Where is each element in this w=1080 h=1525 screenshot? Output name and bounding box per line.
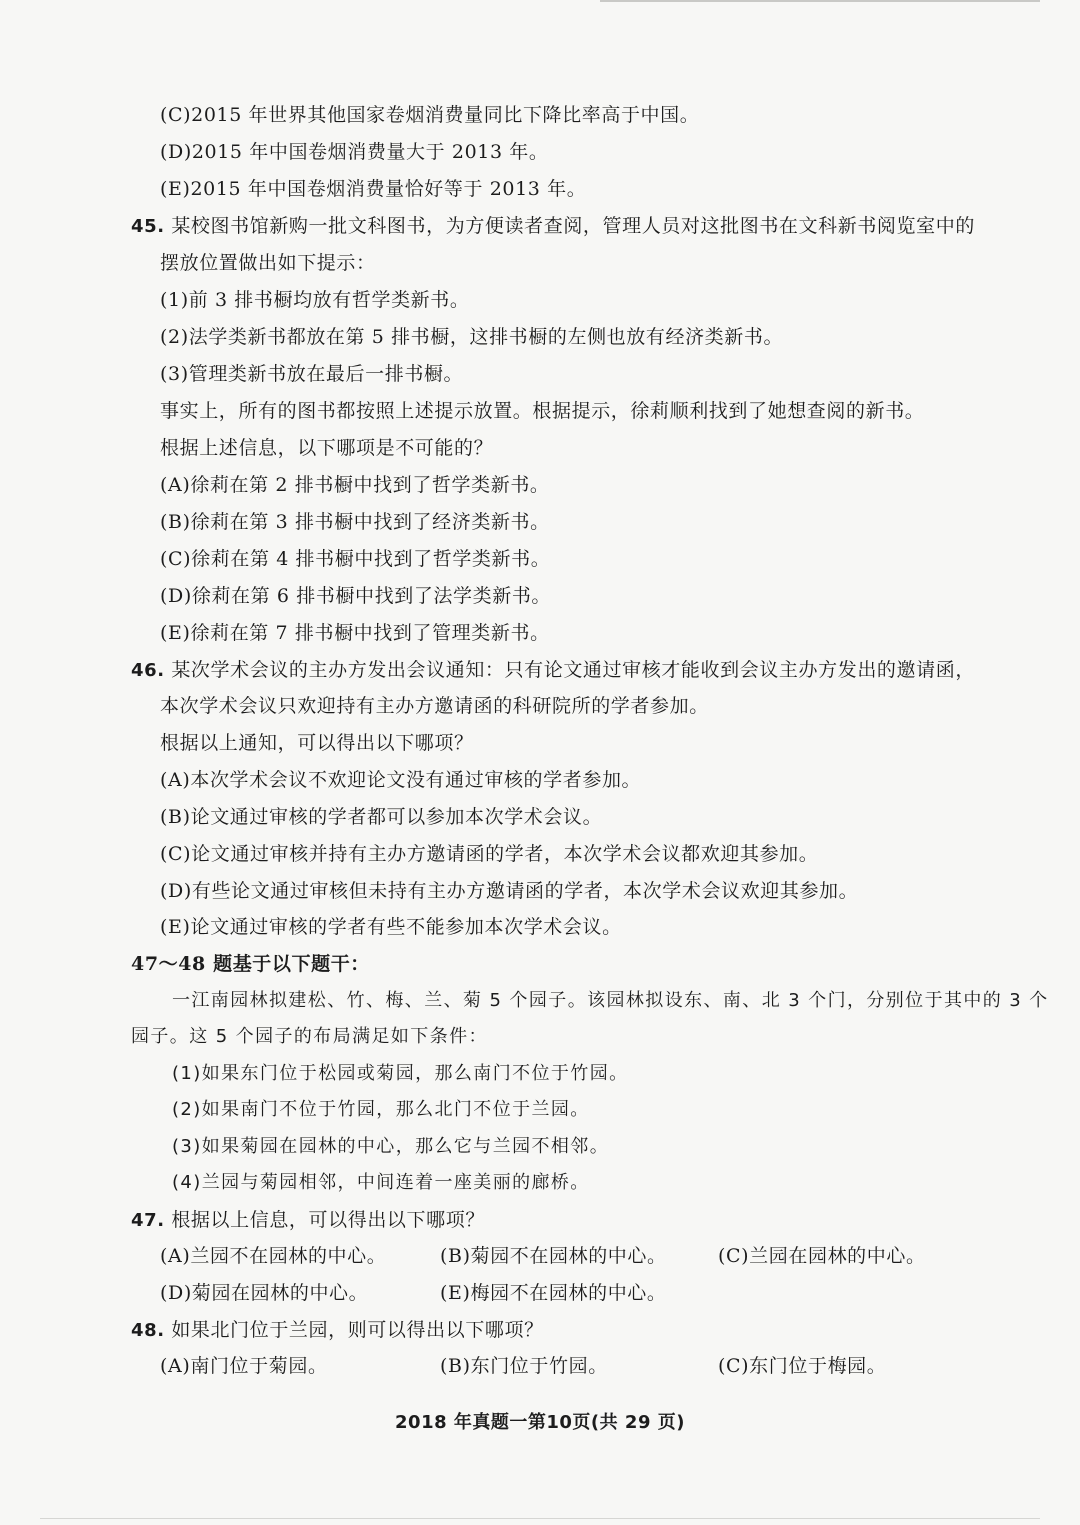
q46-option-a: (A)本次学术会议不欢迎论文没有通过审核的学者参加。 — [160, 769, 642, 791]
q44-option-c: (C)2015 年世界其他国家卷烟消费量同比下降比率高于中国。 — [160, 104, 700, 126]
q45-fact: 事实上，所有的图书都按照上述提示放置。根据提示，徐莉顺利找到了她想查阅的新书。 — [160, 400, 925, 422]
q46-stem-text: 某次学术会议的主办方发出会议通知：只有论文通过审核才能收到会议主办方发出的邀请函， — [171, 659, 975, 681]
page-footer: 2018 年真题一第10页(共 29 页) — [395, 1412, 685, 1433]
q47-48-condition-3: (3)如果菊园在园林的中心，那么它与兰园不相邻。 — [172, 1136, 610, 1157]
q47-option-b: (B)菊园不在园林的中心。 — [440, 1245, 667, 1267]
q46-stem-line2: 本次学术会议只欢迎持有主办方邀请函的科研院所的学者参加。 — [160, 695, 709, 717]
q48-number: 48. — [131, 1320, 165, 1341]
scan-top-edge — [600, 0, 1040, 2]
q46-option-d: (D)有些论文通过审核但未持有主办方邀请函的学者，本次学术会议欢迎其参加。 — [160, 880, 859, 902]
scan-bottom-edge — [40, 1518, 1040, 1519]
q47-48-passage-line2: 园子。这 5 个园子的布局满足如下条件： — [131, 1026, 488, 1047]
q48-question-line — [131, 1316, 544, 1345]
q45-stem-line1 — [131, 212, 975, 241]
q45-question: 根据上述信息，以下哪项是不可能的？ — [160, 437, 494, 459]
q46-stem-line1 — [131, 656, 975, 685]
q48-option-a: (A)南门位于菊园。 — [160, 1355, 328, 1377]
q47-48-condition-1: (1)如果东门位于松园或菊园，那么南门不位于竹园。 — [172, 1063, 629, 1084]
q45-option-e: (E)徐莉在第 7 排书橱中找到了管理类新书。 — [160, 622, 550, 644]
q45-option-d: (D)徐莉在第 6 排书橱中找到了法学类新书。 — [160, 585, 552, 607]
q47-question: 根据以上信息，可以得出以下哪项？ — [171, 1209, 485, 1231]
q47-48-condition-2: (2)如果南门不位于竹园，那么北门不位于兰园。 — [172, 1099, 590, 1120]
q45-stem-line2: 摆放位置做出如下提示： — [160, 252, 376, 274]
q46-option-b: (B)论文通过审核的学者都可以参加本次学术会议。 — [160, 806, 603, 828]
q48-option-b: (B)东门位于竹园。 — [440, 1355, 608, 1377]
q45-option-a: (A)徐莉在第 2 排书橱中找到了哲学类新书。 — [160, 474, 550, 496]
q45-hint-3: (3)管理类新书放在最后一排书橱。 — [160, 363, 464, 385]
q46-option-e: (E)论文通过审核的学者有些不能参加本次学术会议。 — [160, 916, 622, 938]
q47-48-heading: 47～48 题基于以下题干： — [131, 953, 370, 975]
q45-hint-2: (2)法学类新书都放在第 5 排书橱，这排书橱的左侧也放有经济类新书。 — [160, 326, 784, 348]
q47-option-c: (C)兰园在园林的中心。 — [718, 1245, 926, 1267]
q47-number: 47. — [131, 1210, 165, 1231]
q44-option-d: (D)2015 年中国卷烟消费量大于 2013 年。 — [160, 141, 549, 163]
q47-question-line — [131, 1206, 485, 1235]
q46-number: 46. — [131, 660, 165, 681]
q48-option-c: (C)东门位于梅园。 — [718, 1355, 887, 1377]
q45-hint-1: (1)前 3 排书橱均放有哲学类新书。 — [160, 289, 470, 311]
q44-option-e: (E)2015 年中国卷烟消费量恰好等于 2013 年。 — [160, 178, 587, 200]
q46-option-c: (C)论文通过审核并持有主办方邀请函的学者，本次学术会议都欢迎其参加。 — [160, 843, 819, 865]
q48-question: 如果北门位于兰园，则可以得出以下哪项？ — [171, 1319, 544, 1341]
q45-option-c: (C)徐莉在第 4 排书橱中找到了哲学类新书。 — [160, 548, 551, 570]
q46-question: 根据以上通知，可以得出以下哪项？ — [160, 732, 474, 754]
q47-48-passage-line1: 一江南园林拟建松、竹、梅、兰、菊 5 个园子。该园林拟设东、南、北 3 个门，分别位于其中的 3 个 — [172, 990, 1049, 1011]
q45-number: 45. — [131, 216, 165, 237]
q47-option-d: (D)菊园在园林的中心。 — [160, 1282, 369, 1304]
q47-48-condition-4: (4)兰园与菊园相邻，中间连着一座美丽的廊桥。 — [172, 1172, 590, 1193]
q47-option-a: (A)兰园不在园林的中心。 — [160, 1245, 387, 1267]
q47-option-e: (E)梅园不在园林的中心。 — [440, 1282, 667, 1304]
q45-option-b: (B)徐莉在第 3 排书橱中找到了经济类新书。 — [160, 511, 550, 533]
q45-stem-text: 某校图书馆新购一批文科图书，为方便读者查阅，管理人员对这批图书在文科新书阅览室中的 — [171, 215, 975, 237]
